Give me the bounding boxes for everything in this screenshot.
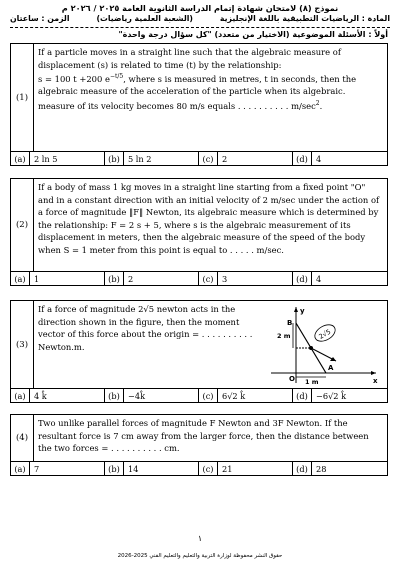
- origin-label: O: [289, 375, 295, 383]
- question-number: (4): [11, 415, 34, 461]
- option-c[interactable]: [199, 272, 293, 285]
- option-d[interactable]: [293, 389, 387, 402]
- option-label: (d): [293, 272, 312, 285]
- dist-y-label: 2 m: [277, 332, 291, 340]
- option-a[interactable]: [11, 389, 105, 402]
- option-c[interactable]: [199, 462, 293, 475]
- question-2-text: If a body of mass 1 kg moves in a straight line starting from a fixed point "O" and in a constant direction with an initial velocity of 2 m/sec under the action of a force of magnitude ‖F‖ Newton, its algebraic measure which is determined by the relationship: F = 2 s + 5, where s is the algebraic measurement of its displacement in meters, then the algebraic measure of the speed of the body when S = 1 meter from this point is equal to . . . . . m/sec.: [38, 182, 380, 255]
- options-row: [11, 389, 387, 402]
- section-title: أولاً : الأسئلة الموضوعية (الاختيار من متعدد) "كل سؤال درجة واحدة": [118, 30, 388, 39]
- option-value: 4: [316, 273, 322, 284]
- question-text: [34, 179, 387, 271]
- option-d[interactable]: [293, 462, 387, 475]
- option-value: 4: [316, 153, 322, 164]
- option-value: 5 ln 2: [124, 152, 199, 165]
- option-d[interactable]: [293, 272, 387, 285]
- options-row: [11, 152, 387, 165]
- question-4: [10, 414, 388, 476]
- option-label: (a): [11, 152, 30, 165]
- options-row: [11, 462, 387, 475]
- question-1: [10, 43, 388, 166]
- option-label: (a): [11, 389, 30, 402]
- option-value: 2: [124, 272, 199, 285]
- branch-label: (الشعبة العلمية رياضيات): [96, 14, 193, 23]
- axis-y-label: y: [300, 307, 305, 315]
- point-b-label: B: [287, 319, 293, 327]
- time-label: الزمن : ساعتان: [10, 14, 70, 23]
- option-value: 28: [316, 463, 327, 474]
- option-a[interactable]: [11, 152, 105, 165]
- question-3-text: If a force of magnitude 2√5 newton acts in the direction shown in the figure, then the moment vector of this force about the origin = . . . . . . . . . . Newton.m.: [38, 304, 253, 352]
- option-label: (c): [199, 272, 218, 285]
- option-label: (b): [105, 389, 124, 402]
- option-b[interactable]: [105, 389, 199, 402]
- option-value: 1: [30, 272, 105, 285]
- question-text: [34, 301, 387, 388]
- option-value: 3: [218, 272, 293, 285]
- option-value: 2 ln 5: [30, 152, 105, 165]
- page-number: ١: [197, 534, 203, 543]
- option-d[interactable]: [293, 152, 387, 165]
- dist-x-label: 1 m: [305, 378, 319, 385]
- option-b[interactable]: [105, 462, 199, 475]
- question-1-text: If a particle moves in a straight line such that the algebraic measure of displacement (s) is related to time (t) by the relationship: s = 100 t +200 $e^{-t/5}$, where s is measured in metres, t in seconds, then the algebraic measure of the acceleration of the particle when its algebraic. measure of its velocity becomes 80 m/s equals . . . . . . . . . . $m/\sec^2$.: [38, 47, 357, 111]
- option-value: 2: [218, 152, 293, 165]
- option-value: 4 k̂: [30, 389, 105, 402]
- question-3: [10, 300, 388, 403]
- point-a-label: A: [328, 364, 334, 372]
- axis-x-label: x: [373, 377, 378, 385]
- question-number: (3): [11, 301, 34, 388]
- options-row: [11, 272, 387, 285]
- force-diagram: [261, 303, 381, 385]
- exam-meta-row: [10, 14, 390, 23]
- option-value: −4k̂: [124, 389, 199, 402]
- option-value: 6√2 k̂: [218, 389, 293, 402]
- option-label: (c): [199, 389, 218, 402]
- option-value: 21: [218, 462, 293, 475]
- option-label: (b): [105, 462, 124, 475]
- option-label: (a): [11, 462, 30, 475]
- option-value: 7: [30, 462, 105, 475]
- question-4-text: Two unlike parallel forces of magnitude F Newton and 3F Newton. If the resultant force is 7 cm away from the larger force, then the distance between the two forces = . . . . . . . . . . cm.: [38, 418, 369, 453]
- option-b[interactable]: [105, 152, 199, 165]
- header-divider: [10, 27, 390, 28]
- question-text: [34, 44, 387, 151]
- option-label: (d): [293, 389, 312, 402]
- option-label: (a): [11, 272, 30, 285]
- question-text: [34, 415, 387, 461]
- option-a[interactable]: [11, 462, 105, 475]
- copyright-footer: حقوق النشر محفوظة لوزارة التربية والتعليم والتعليم الفني 2025-2026: [117, 553, 283, 559]
- option-c[interactable]: [199, 152, 293, 165]
- force-label: 2√5: [317, 327, 333, 341]
- option-label: (d): [293, 152, 312, 165]
- option-label: (c): [199, 462, 218, 475]
- option-label: (b): [105, 272, 124, 285]
- option-c[interactable]: [199, 389, 293, 402]
- exam-title: نموذج (٨) لامتحان شهادة إتمام الدراسة الثانوية العامة ٢٠٢٥ / ٢٠٢٦ م: [61, 3, 339, 13]
- option-value: 14: [124, 462, 199, 475]
- question-number: (1): [11, 44, 34, 151]
- option-label: (c): [199, 152, 218, 165]
- option-b[interactable]: [105, 272, 199, 285]
- option-a[interactable]: [11, 272, 105, 285]
- option-label: (b): [105, 152, 124, 165]
- subject-label: المادة : الرياضيات التطبيقية باللغة الإنجليزية: [219, 14, 390, 23]
- question-number: (2): [11, 179, 34, 271]
- question-2: [10, 178, 388, 286]
- option-value: −6√2 k̂: [316, 390, 347, 401]
- option-label: (d): [293, 462, 312, 475]
